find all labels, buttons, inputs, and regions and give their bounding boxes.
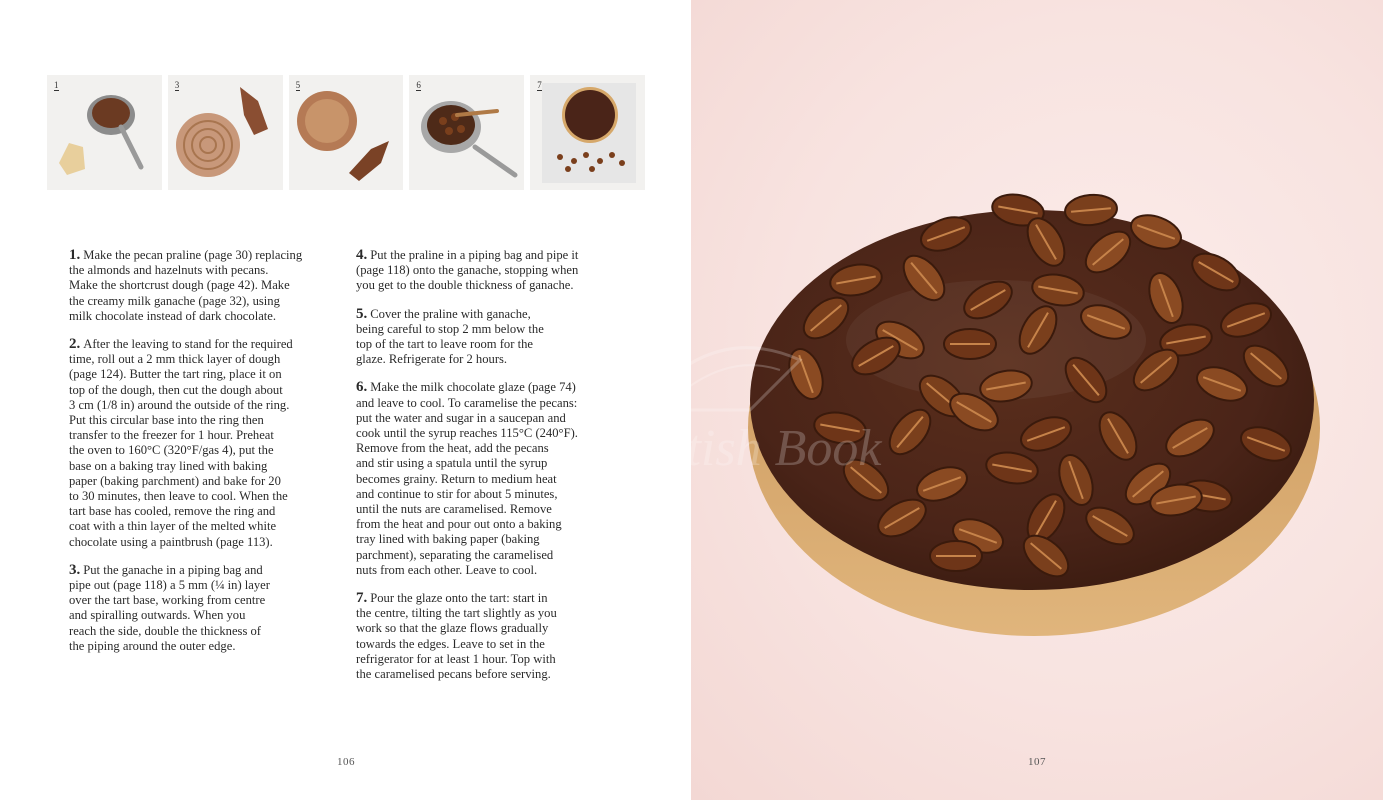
step-text: Make the milk chocolate glaze (page 74) and leave to cool. To caramelise the pecans: put the water and sugar in a saucepan and cook until the syrup reaches 115°C (240°F). Remove from the heat, add the pecans and stir using a spatula until the syrup becomes grainy. Return to medium heat and continue to stir for about 5 minutes, until the nuts are caramelised. Remove from the heat and pour out onto a baking tray lined with baking paper (baking parchment), separating the caramelised nuts from each other. Leave to cool. [356,380,578,577]
step-number: 4. [356,247,368,263]
glazed-tart-photo [530,75,645,190]
photo-number: 5 [295,80,301,90]
step-number: 5. [356,305,368,322]
step-number: 6. [356,379,368,396]
photo-number: 7 [537,80,542,90]
step-number: 3. [69,561,81,578]
caramelised-pecans-pan-photo [409,75,524,190]
step-photo-strip [47,75,645,190]
ganache-spiral-photo [168,75,283,190]
step-text: Pour the glaze onto the tart: start in the centre, tilting the tart slightly as you work so that the glaze flows gradually towards the edges. Leave to set in the refrigerator for at least 1 hour. Top with the caramelised pecans before serving. [356,591,557,682]
svg-text:British Book: British Book [620,420,882,477]
step-photo-1 [47,75,162,190]
step-text: After the leaving to stand for the required time, roll out a 2 mm thick layer of dough (page 124). Butter the tart ring, place it on top of the dough, then cut the dough about 3 cm (1/8 in) around the outside of the ring. Put this circular base into the ring then transfer to the freezer for 1 hour. Preheat the oven to 160°C (320°F/gas 4), put the base on a baking tray lined with baking paper (baking parchment) and bake for 20 to 30 minutes, then leave to cool. When the tart base has cooled, remove the ring and coat with a thin layer of the melted white chocolate using a paintbrush (page 113). [69,337,293,549]
step-number: 1. [69,247,81,263]
step-number: 7. [356,590,368,607]
step-photo-6 [409,75,524,190]
method-step-3 [69,563,337,654]
left-page [0,0,691,800]
method-step-2 [69,337,337,550]
page-number-left: 106 [337,756,355,768]
saucepan-and-chocolate-photo [47,75,162,190]
method-step-5 [356,307,616,368]
step-photo-5 [289,75,404,190]
praline-piped-photo [289,75,404,190]
step-text: Make the pecan praline (page 30) replacing the almonds and hazelnuts with pecans. Make the shortcrust dough (page 42). Make the creamy milk ganache (page 32), using milk chocolate instead of dark chocolate. [69,248,303,323]
photo-number: 1 [54,80,59,90]
pecan-tart-photo [746,190,1322,638]
photo-number: 6 [416,80,421,90]
method-step-1 [69,248,337,324]
photo-number: 3 [174,80,180,90]
method-column-left [69,248,337,667]
pecan-tart-icon [746,190,1322,638]
method-step-7 [356,591,616,682]
step-text: Put the ganache in a piping bag and pipe out (page 118) a 5 mm (¼ in) layer over the tart base, working from centre and spiralling outwards. When you reach the side, double the thickness of the piping around the outer edge. [69,562,270,653]
method-step-4 [356,248,616,294]
method-column-right [356,248,616,695]
step-photo-3 [168,75,283,190]
step-text: Put the praline in a piping bag and pipe it (page 118) onto the ganache, stopping when you get to the double thickness of ganache. [356,248,579,293]
method-step-6 [356,380,616,578]
page-number-right: 107 [1028,756,1046,768]
step-number: 2. [69,336,81,353]
step-photo-7 [530,75,645,190]
step-text: Cover the praline with ganache, being careful to stop 2 mm below the top of the tart to leave room for the glaze. Refrigerate for 2 hours. [356,306,544,367]
